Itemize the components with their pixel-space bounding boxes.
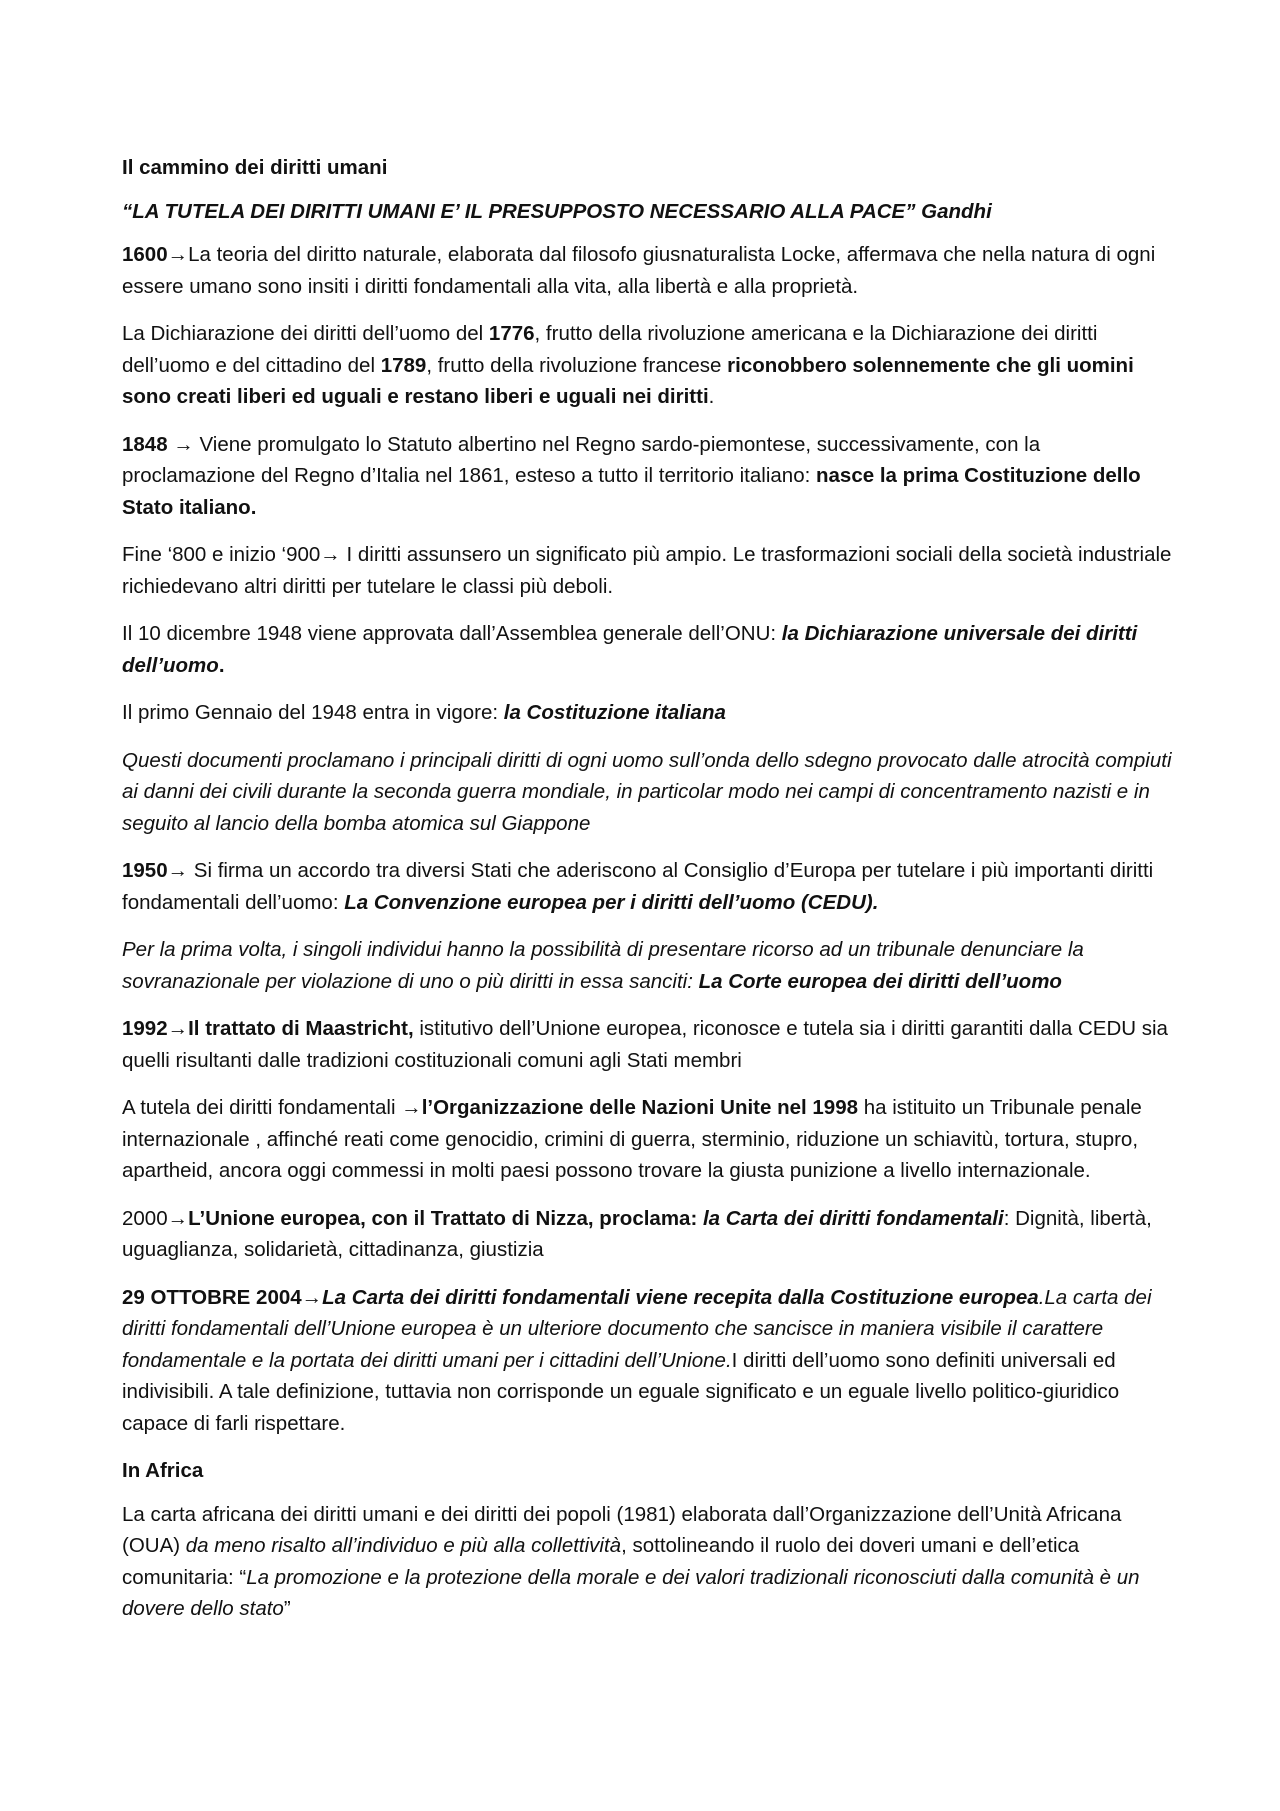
paragraph-fine-800: Fine ‘800 e inizio ‘900→ I diritti assunsero un significato più ampio. Le trasformazioni sociali della società industriale richiedevano altri diritti per tutelare le classi più deboli.: [122, 543, 1172, 598]
year-label: 2000: [122, 1206, 168, 1230]
document-title: Il cammino dei diritti umani: [122, 156, 388, 179]
year-label: 1950: [122, 859, 168, 882]
right-arrow-icon: →: [301, 1285, 323, 1309]
paragraph-tribunale-penale: A tutela dei diritti fondamentali →l’Organizzazione delle Nazioni Unite nel 1998 ha istituito un Tribunale penale internazionale , affinché reati come genocidio, crimini di guerra, sterminio, riduzione un schiavitù, tortura, stupro, apartheid, ancora oggi commessi in molti paesi possono trovare la giusta punizione a livello internazionale.: [122, 1096, 1142, 1182]
paragraph-2000: 2000→L’Unione europea, con il Trattato di Nizza, proclama: la Carta dei diritti fondamentali: Dignità, libertà, uguaglianza, solidarietà, cittadinanza, giustizia: [122, 1206, 1152, 1261]
paragraph-africa: La carta africana dei diritti umani e dei diritti dei popoli (1981) elaborata dall’Organizzazione dell’Unità Africana (OUA) da meno risalto all’individuo e più alla collettività, sottolineando il ruolo dei doveri umani e dell’etica comunitaria: “La promozione e la protezione della morale e dei valori tradizionali riconosciuti dalla comunità è un dovere dello stato”: [122, 1502, 1140, 1620]
paragraph-onu-1948: Il 10 dicembre 1948 viene approvata dall’Assemblea generale dell’ONU: la Dichiarazione universale dei diritti dell’uomo.: [122, 622, 1138, 677]
document-body: [122, 152, 1172, 1641]
right-arrow-icon: →: [320, 543, 341, 566]
paragraph-costituzione-italiana: Il primo Gennaio del 1948 entra in vigore: la Costituzione italiana: [122, 701, 726, 724]
right-arrow-icon: →: [167, 243, 189, 266]
paragraph-documenti: Questi documenti proclamano i principali diritti di ogni uomo sull’onda dello sdegno provocato dalle atrocità compiuti ai danni dei civili durante la seconda guerra mondiale, in particolar modo nei campi di concentramento nazisti e in seguito al lancio della bomba atomica sul Giappone: [122, 748, 1172, 835]
year-label: 29 OTTOBRE 2004: [122, 1285, 302, 1309]
paragraph-corte-europea: Per la prima volta, i singoli individui hanno la possibilità di presentare ricorso ad un tribunale denunciare la sovranazionale per violazione di uno o più diritti in essa sanciti: La Corte europea dei diritti dell’uomo: [122, 938, 1084, 993]
gandhi-quote: “LA TUTELA DEI DIRITTI UMANI E’ IL PRESUPPOSTO NECESSARIO ALLA PACE” Gandhi: [122, 199, 992, 223]
paragraph-2004: 29 OTTOBRE 2004→La Carta dei diritti fondamentali viene recepita dalla Costituzione europea.La carta dei diritti fondamentali dell’Unione europea è un ulteriore documento che sancisce in maniera visibile il carattere fondamentale e la portata dei diritti umani per i cittadini dell’Unione.I diritti dell’uomo sono definiti universali ed indivisibili. A tale definizione, tuttavia non corrisponde un eguale significato e un eguale livello politico-giuridico capace di farli rispettare.: [122, 1285, 1152, 1435]
heading-africa: In Africa: [122, 1459, 204, 1482]
paragraph-dichiarazioni: La Dichiarazione dei diritti dell’uomo del 1776, frutto della rivoluzione americana e la Dichiarazione dei diritti dell’uomo e del cittadino del 1789, frutto della rivoluzione francese riconobbero solennemente che gli uomini sono creati liberi ed uguali e restano liberi e uguali nei diritti.: [122, 322, 1134, 408]
right-arrow-icon: →: [401, 1096, 422, 1119]
right-arrow-icon: →: [173, 432, 194, 456]
right-arrow-icon: →: [167, 1206, 189, 1230]
paragraph-1950: 1950→ Si firma un accordo tra diversi Stati che aderiscono al Consiglio d’Europa per tutelare i più importanti diritti fondamentali dell’uomo: La Convenzione europea per i diritti dell’uomo (CEDU).: [122, 859, 1154, 914]
paragraph-1848: 1848 → Viene promulgato lo Statuto albertino nel Regno sardo-piemontese, successivamente, con la proclamazione del Regno d’Italia nel 1861, esteso a tutto il territorio italiano: nasce la prima Costituzione dello Stato italiano.: [122, 432, 1141, 519]
year-label: 1600: [122, 243, 168, 266]
year-label: 1992: [122, 1017, 168, 1040]
right-arrow-icon: →: [167, 1017, 189, 1040]
paragraph-1992: 1992→Il trattato di Maastricht, istitutivo dell’Unione europea, riconosce e tutela sia i diritti garantiti dalla CEDU sia quelli risultanti dalle tradizioni costituzionali comuni agli Stati membri: [122, 1017, 1168, 1072]
year-label: 1848: [122, 432, 174, 456]
paragraph-1600: 1600→La teoria del diritto naturale, elaborata dal filosofo giusnaturalista Locke, affermava che nella natura di ogni essere umano sono insiti i diritti fondamentali alla vita, alla libertà e alla proprietà.: [122, 243, 1156, 298]
right-arrow-icon: →: [167, 859, 189, 882]
